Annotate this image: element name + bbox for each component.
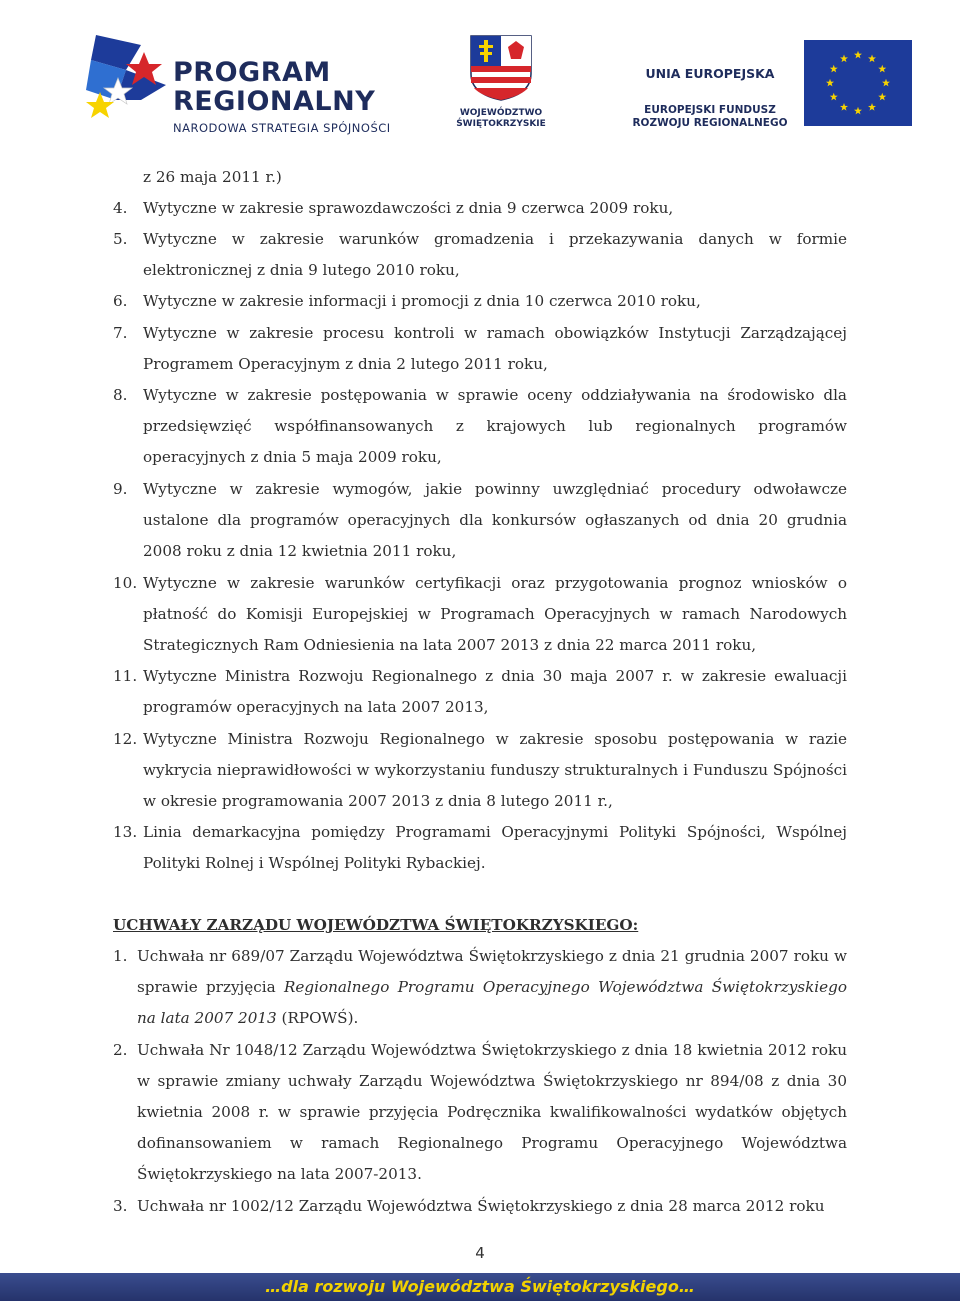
list-item-number: 6. [113,292,128,310]
list-item-text: Wytyczne Ministra Rozwoju Regionalnego w zakresie sposobu postępowania w razie wykrycia nieprawidłowości w wykorzystaniu funduszy strukturalnych i Funduszu Spójności w okresie programowania 2007 2013 z dnia 8 lutego 2011 r., [143,730,847,810]
list-item-number: 10. [113,574,138,592]
ue-logo-text [620,40,800,130]
wojewodztwo-logo-line1: WOJEWÓDZTWO [459,108,543,118]
resolution-text: Uchwała Nr 1048/12 Zarządu Województwa Świętokrzyskiego z dnia 18 kwietnia 2012 roku w sprawie zmiany uchwały Zarządu Województwa Świętokrzyskiego nr 894/08 z dnia 30 kwietnia 2008 r. w sprawie przyjęcia Podręcznika kwalifikowalności wydatków objętych dofinansowaniem w ramach Regionalnego Programu Operacyjnego Województwa Świętokrzyskiego na lata 2007-2013. [137,1041,847,1183]
resolution-number: 3. [113,1197,128,1215]
list-item-text: Wytyczne w zakresie wymogów, jakie powinny uwzględniać procedury odwoławcze ustalone dla programów operacyjnych dla konkursów ogłaszanych od dnia 20 grudnia 2008 roku z dnia 12 kwietnia 2011 roku, [143,480,847,560]
list-item-number: 5. [113,230,128,248]
list-item-text: Wytyczne Ministra Rozwoju Regionalnego z dnia 30 maja 2007 r. w zakresie ewaluacji programów operacyjnych na lata 2007 2013, [143,667,847,716]
program-regionalny-star-icon [86,30,176,130]
program-name-italic: Regionalnego Programu Operacyjnego Województwa Świętokrzyskiego na lata 2007 2013 [137,978,847,1027]
list-item-number: 11. [113,667,138,685]
resolution-text-part: (RPOWŚ). [276,1009,359,1027]
continuation-text: z 26 maja 2011 r.) [143,168,282,186]
list-item-text: Linia demarkacyjna pomiędzy Programami Operacyjnymi Polityki Spójności, Wspólnej Polityki Rolnej i Wspólnej Polityki Rybackiej. [143,823,847,872]
wojewodztwo-logo-text [446,108,556,130]
resolution-text [137,941,847,1034]
list-item-number: 13. [113,823,138,841]
list-item-text: Wytyczne w zakresie informacji i promocji z dnia 10 czerwca 2010 roku, [143,292,701,310]
ue-logo-sub1: EUROPEJSKI FUNDUSZ [644,104,776,116]
wojewodztwo-logo-line2: ŚWIĘTOKRZYSKIE [456,119,546,129]
list-item-number: 8. [113,386,128,404]
resolution-text-part: Uchwała nr 689/07 Zarządu Województwa Świętokrzyskiego z dnia 21 grudnia 2007 roku w sprawie przyjęcia [137,947,847,996]
coat-of-arms-icon [466,34,536,102]
list-item-text: Wytyczne w zakresie procesu kontroli w ramach obowiązków Instytucji Zarządzającej Programem Operacyjnym z dnia 2 lutego 2011 roku, [143,324,847,373]
ue-logo-title: UNIA EUROPEJSKA [645,66,775,81]
unia-europejska-logo [620,40,900,130]
list-item-number: 9. [113,480,128,498]
eu-flag-icon [804,40,912,126]
resolution-number: 2. [113,1041,128,1059]
footer-slogan: …dla rozwoju Województwa Świętokrzyskiego… [265,1277,695,1296]
resolution-text: Uchwała nr 1002/12 Zarządu Województwa Świętokrzyskiego z dnia 28 marca 2012 roku [137,1197,825,1215]
program-logo-line1: PROGRAM [173,57,331,88]
list-item-number: 12. [113,730,138,748]
ue-logo-sub2: ROZWOJU REGIONALNEGO [632,117,788,129]
resolution-number: 1. [113,947,128,965]
program-logo-line3: NARODOWA STRATEGIA SPÓJNOŚCI [173,121,391,135]
list-item-number: 7. [113,324,128,342]
list-item-text: Wytyczne w zakresie postępowania w sprawie oceny oddziaływania na środowisko dla przedsięwzięć współfinansowanych z krajowych lub regionalnych programów operacyjnych z dnia 5 maja 2009 roku, [143,386,847,466]
list-item-text: Wytyczne w zakresie warunków certyfikacji oraz przygotowania prognoz wniosków o płatność do Komisji Europejskiej w Programach Operacyjnych w ramach Narodowych Strategicznych Ram Odniesienia na lata 2007 2013 z dnia 22 marca 2011 roku, [143,574,847,654]
program-logo-line2: REGIONALNY [173,86,376,117]
program-regionalny-logo [86,30,416,135]
list-item-number: 4. [113,199,128,217]
page-footer [0,1273,960,1301]
list-item-text: Wytyczne w zakresie warunków gromadzenia i przekazywania danych w formie elektronicznej z dnia 9 lutego 2010 roku, [143,230,847,279]
program-logo-text [173,58,391,138]
wojewodztwo-logo [446,34,556,130]
page-header [0,0,960,140]
page-number: 4 [475,1244,485,1262]
resolutions-heading: UCHWAŁY ZARZĄDU WOJEWÓDZTWA ŚWIĘTOKRZYSKIEGO: [113,916,639,934]
list-item-text: Wytyczne w zakresie sprawozdawczości z dnia 9 czerwca 2009 roku, [143,199,674,217]
